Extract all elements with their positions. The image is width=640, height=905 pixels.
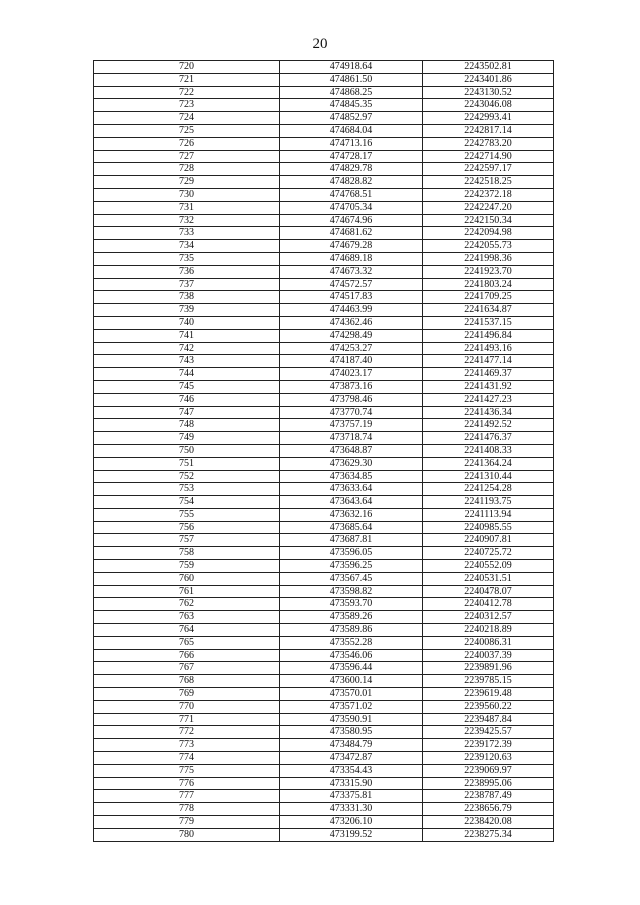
y-coordinate-cell: 2241634.87 [423, 304, 554, 317]
x-coordinate-cell: 473643.64 [280, 496, 423, 509]
point-number-cell: 760 [94, 572, 280, 585]
x-coordinate-cell: 474713.16 [280, 137, 423, 150]
y-coordinate-cell: 2242150.34 [423, 214, 554, 227]
x-coordinate-cell: 474572.57 [280, 278, 423, 291]
x-coordinate-cell: 474362.46 [280, 316, 423, 329]
x-coordinate-cell: 474298.49 [280, 329, 423, 342]
point-number-cell: 753 [94, 483, 280, 496]
table-row [94, 560, 554, 573]
table-row [94, 419, 554, 432]
y-coordinate-cell: 2238656.79 [423, 803, 554, 816]
point-number-cell: 735 [94, 252, 280, 265]
y-coordinate-cell: 2241998.36 [423, 252, 554, 265]
table-row [94, 316, 554, 329]
y-coordinate-cell: 2241493.16 [423, 342, 554, 355]
point-number-cell: 780 [94, 828, 280, 841]
table-row [94, 265, 554, 278]
point-number-cell: 751 [94, 457, 280, 470]
table-row [94, 73, 554, 86]
table-row [94, 406, 554, 419]
point-number-cell: 725 [94, 124, 280, 137]
y-coordinate-cell: 2241408.33 [423, 444, 554, 457]
table-row [94, 624, 554, 637]
coordinates-table [93, 60, 554, 842]
table-row [94, 176, 554, 189]
x-coordinate-cell: 474253.27 [280, 342, 423, 355]
y-coordinate-cell: 2239891.96 [423, 662, 554, 675]
point-number-cell: 761 [94, 585, 280, 598]
point-number-cell: 733 [94, 227, 280, 240]
table-row [94, 368, 554, 381]
point-number-cell: 746 [94, 393, 280, 406]
point-number-cell: 778 [94, 803, 280, 816]
table-row [94, 99, 554, 112]
x-coordinate-cell: 473687.81 [280, 534, 423, 547]
y-coordinate-cell: 2243401.86 [423, 73, 554, 86]
table-row [94, 547, 554, 560]
table-row [94, 214, 554, 227]
table-row [94, 713, 554, 726]
table-row [94, 790, 554, 803]
table-row [94, 675, 554, 688]
x-coordinate-cell: 474684.04 [280, 124, 423, 137]
y-coordinate-cell: 2240086.31 [423, 636, 554, 649]
x-coordinate-cell: 473685.64 [280, 521, 423, 534]
x-coordinate-cell: 473589.26 [280, 611, 423, 624]
y-coordinate-cell: 2241254.28 [423, 483, 554, 496]
point-number-cell: 736 [94, 265, 280, 278]
y-coordinate-cell: 2241476.37 [423, 432, 554, 445]
x-coordinate-cell: 474517.83 [280, 291, 423, 304]
table-row [94, 739, 554, 752]
y-coordinate-cell: 2241496.84 [423, 329, 554, 342]
table-row [94, 649, 554, 662]
point-number-cell: 744 [94, 368, 280, 381]
y-coordinate-cell: 2243046.08 [423, 99, 554, 112]
x-coordinate-cell: 473598.82 [280, 585, 423, 598]
point-number-cell: 730 [94, 188, 280, 201]
y-coordinate-cell: 2241436.34 [423, 406, 554, 419]
point-number-cell: 779 [94, 816, 280, 829]
table-row [94, 393, 554, 406]
table-row [94, 86, 554, 99]
table-row [94, 828, 554, 841]
point-number-cell: 758 [94, 547, 280, 560]
y-coordinate-cell: 2238995.06 [423, 777, 554, 790]
y-coordinate-cell: 2241364.24 [423, 457, 554, 470]
x-coordinate-cell: 473484.79 [280, 739, 423, 752]
x-coordinate-cell: 473571.02 [280, 700, 423, 713]
point-number-cell: 729 [94, 176, 280, 189]
point-number-cell: 745 [94, 380, 280, 393]
x-coordinate-cell: 473648.87 [280, 444, 423, 457]
x-coordinate-cell: 474681.62 [280, 227, 423, 240]
point-number-cell: 777 [94, 790, 280, 803]
x-coordinate-cell: 473873.16 [280, 380, 423, 393]
table-row [94, 112, 554, 125]
point-number-cell: 731 [94, 201, 280, 214]
y-coordinate-cell: 2241923.70 [423, 265, 554, 278]
y-coordinate-cell: 2241193.75 [423, 496, 554, 509]
point-number-cell: 747 [94, 406, 280, 419]
point-number-cell: 766 [94, 649, 280, 662]
x-coordinate-cell: 473331.30 [280, 803, 423, 816]
y-coordinate-cell: 2242993.41 [423, 112, 554, 125]
x-coordinate-cell: 474674.96 [280, 214, 423, 227]
table-row [94, 329, 554, 342]
x-coordinate-cell: 473375.81 [280, 790, 423, 803]
y-coordinate-cell: 2241537.15 [423, 316, 554, 329]
point-number-cell: 765 [94, 636, 280, 649]
x-coordinate-cell: 473600.14 [280, 675, 423, 688]
point-number-cell: 726 [94, 137, 280, 150]
x-coordinate-cell: 474852.97 [280, 112, 423, 125]
table-row [94, 496, 554, 509]
x-coordinate-cell: 473206.10 [280, 816, 423, 829]
table-row [94, 521, 554, 534]
x-coordinate-cell: 473315.90 [280, 777, 423, 790]
table-row [94, 585, 554, 598]
x-coordinate-cell: 473593.70 [280, 598, 423, 611]
table-row [94, 752, 554, 765]
point-number-cell: 762 [94, 598, 280, 611]
table-row [94, 700, 554, 713]
y-coordinate-cell: 2240725.72 [423, 547, 554, 560]
table-row [94, 444, 554, 457]
point-number-cell: 734 [94, 240, 280, 253]
table-row [94, 816, 554, 829]
y-coordinate-cell: 2239425.57 [423, 726, 554, 739]
table-row [94, 688, 554, 701]
y-coordinate-cell: 2241113.94 [423, 508, 554, 521]
y-coordinate-cell: 2243130.52 [423, 86, 554, 99]
x-coordinate-cell: 474673.32 [280, 265, 423, 278]
table-row [94, 636, 554, 649]
x-coordinate-cell: 473589.86 [280, 624, 423, 637]
point-number-cell: 775 [94, 764, 280, 777]
point-number-cell: 752 [94, 470, 280, 483]
x-coordinate-cell: 474679.28 [280, 240, 423, 253]
x-coordinate-cell: 473580.95 [280, 726, 423, 739]
y-coordinate-cell: 2242518.25 [423, 176, 554, 189]
table-row [94, 61, 554, 74]
point-number-cell: 771 [94, 713, 280, 726]
x-coordinate-cell: 473590.91 [280, 713, 423, 726]
x-coordinate-cell: 474845.35 [280, 99, 423, 112]
y-coordinate-cell: 2242817.14 [423, 124, 554, 137]
table-row [94, 572, 554, 585]
point-number-cell: 728 [94, 163, 280, 176]
y-coordinate-cell: 2243502.81 [423, 61, 554, 74]
x-coordinate-cell: 473596.05 [280, 547, 423, 560]
y-coordinate-cell: 2239785.15 [423, 675, 554, 688]
y-coordinate-cell: 2239120.63 [423, 752, 554, 765]
x-coordinate-cell: 473354.43 [280, 764, 423, 777]
point-number-cell: 757 [94, 534, 280, 547]
y-coordinate-cell: 2240907.81 [423, 534, 554, 547]
point-number-cell: 774 [94, 752, 280, 765]
y-coordinate-cell: 2240531.51 [423, 572, 554, 585]
table-row [94, 278, 554, 291]
y-coordinate-cell: 2240985.55 [423, 521, 554, 534]
x-coordinate-cell: 473546.06 [280, 649, 423, 662]
point-number-cell: 763 [94, 611, 280, 624]
point-number-cell: 741 [94, 329, 280, 342]
table-row [94, 470, 554, 483]
table-row [94, 291, 554, 304]
table-row [94, 598, 554, 611]
y-coordinate-cell: 2241709.25 [423, 291, 554, 304]
table-row [94, 304, 554, 317]
x-coordinate-cell: 474689.18 [280, 252, 423, 265]
y-coordinate-cell: 2239619.48 [423, 688, 554, 701]
table-row [94, 124, 554, 137]
table-row [94, 611, 554, 624]
table-row [94, 201, 554, 214]
y-coordinate-cell: 2242094.98 [423, 227, 554, 240]
x-coordinate-cell: 473629.30 [280, 457, 423, 470]
point-number-cell: 776 [94, 777, 280, 790]
table-row [94, 240, 554, 253]
y-coordinate-cell: 2240412.78 [423, 598, 554, 611]
point-number-cell: 722 [94, 86, 280, 99]
x-coordinate-cell: 473596.25 [280, 560, 423, 573]
x-coordinate-cell: 474463.99 [280, 304, 423, 317]
point-number-cell: 770 [94, 700, 280, 713]
table-row [94, 508, 554, 521]
point-number-cell: 720 [94, 61, 280, 74]
y-coordinate-cell: 2240478.07 [423, 585, 554, 598]
x-coordinate-cell: 473757.19 [280, 419, 423, 432]
point-number-cell: 772 [94, 726, 280, 739]
table-row [94, 726, 554, 739]
point-number-cell: 764 [94, 624, 280, 637]
x-coordinate-cell: 474728.17 [280, 150, 423, 163]
point-number-cell: 749 [94, 432, 280, 445]
y-coordinate-cell: 2241477.14 [423, 355, 554, 368]
x-coordinate-cell: 473567.45 [280, 572, 423, 585]
y-coordinate-cell: 2242597.17 [423, 163, 554, 176]
point-number-cell: 754 [94, 496, 280, 509]
y-coordinate-cell: 2240218.89 [423, 624, 554, 637]
x-coordinate-cell: 474868.25 [280, 86, 423, 99]
y-coordinate-cell: 2240552.09 [423, 560, 554, 573]
point-number-cell: 738 [94, 291, 280, 304]
x-coordinate-cell: 473199.52 [280, 828, 423, 841]
x-coordinate-cell: 474023.17 [280, 368, 423, 381]
x-coordinate-cell: 473798.46 [280, 393, 423, 406]
x-coordinate-cell: 474829.78 [280, 163, 423, 176]
point-number-cell: 773 [94, 739, 280, 752]
table-row [94, 355, 554, 368]
x-coordinate-cell: 474705.34 [280, 201, 423, 214]
point-number-cell: 721 [94, 73, 280, 86]
table-row [94, 457, 554, 470]
point-number-cell: 768 [94, 675, 280, 688]
y-coordinate-cell: 2240037.39 [423, 649, 554, 662]
y-coordinate-cell: 2241310.44 [423, 470, 554, 483]
table-row [94, 380, 554, 393]
y-coordinate-cell: 2242714.90 [423, 150, 554, 163]
table-row [94, 483, 554, 496]
table-row [94, 534, 554, 547]
y-coordinate-cell: 2241431.92 [423, 380, 554, 393]
point-number-cell: 767 [94, 662, 280, 675]
point-number-cell: 723 [94, 99, 280, 112]
point-number-cell: 743 [94, 355, 280, 368]
point-number-cell: 755 [94, 508, 280, 521]
x-coordinate-cell: 473472.87 [280, 752, 423, 765]
y-coordinate-cell: 2239560.22 [423, 700, 554, 713]
table-row [94, 188, 554, 201]
x-coordinate-cell: 473632.16 [280, 508, 423, 521]
point-number-cell: 748 [94, 419, 280, 432]
point-number-cell: 737 [94, 278, 280, 291]
x-coordinate-cell: 473596.44 [280, 662, 423, 675]
table-row [94, 432, 554, 445]
point-number-cell: 732 [94, 214, 280, 227]
point-number-cell: 724 [94, 112, 280, 125]
point-number-cell: 759 [94, 560, 280, 573]
y-coordinate-cell: 2242247.20 [423, 201, 554, 214]
y-coordinate-cell: 2238275.34 [423, 828, 554, 841]
y-coordinate-cell: 2238787.49 [423, 790, 554, 803]
y-coordinate-cell: 2240312.57 [423, 611, 554, 624]
x-coordinate-cell: 474187.40 [280, 355, 423, 368]
y-coordinate-cell: 2241803.24 [423, 278, 554, 291]
y-coordinate-cell: 2242783.20 [423, 137, 554, 150]
y-coordinate-cell: 2241427.23 [423, 393, 554, 406]
table-row [94, 662, 554, 675]
x-coordinate-cell: 473718.74 [280, 432, 423, 445]
x-coordinate-cell: 474828.82 [280, 176, 423, 189]
x-coordinate-cell: 473570.01 [280, 688, 423, 701]
y-coordinate-cell: 2239069.97 [423, 764, 554, 777]
x-coordinate-cell: 474918.64 [280, 61, 423, 74]
x-coordinate-cell: 474768.51 [280, 188, 423, 201]
point-number-cell: 769 [94, 688, 280, 701]
point-number-cell: 750 [94, 444, 280, 457]
y-coordinate-cell: 2242055.73 [423, 240, 554, 253]
table-row [94, 227, 554, 240]
table-row [94, 764, 554, 777]
x-coordinate-cell: 474861.50 [280, 73, 423, 86]
table-row [94, 777, 554, 790]
point-number-cell: 739 [94, 304, 280, 317]
point-number-cell: 740 [94, 316, 280, 329]
page-number: 20 [312, 36, 328, 52]
x-coordinate-cell: 473634.85 [280, 470, 423, 483]
table-row [94, 252, 554, 265]
y-coordinate-cell: 2242372.18 [423, 188, 554, 201]
y-coordinate-cell: 2239172.39 [423, 739, 554, 752]
x-coordinate-cell: 473633.64 [280, 483, 423, 496]
y-coordinate-cell: 2241492.52 [423, 419, 554, 432]
point-number-cell: 756 [94, 521, 280, 534]
x-coordinate-cell: 473552.28 [280, 636, 423, 649]
table-row [94, 137, 554, 150]
y-coordinate-cell: 2241469.37 [423, 368, 554, 381]
table-row [94, 342, 554, 355]
x-coordinate-cell: 473770.74 [280, 406, 423, 419]
y-coordinate-cell: 2238420.08 [423, 816, 554, 829]
table-row [94, 163, 554, 176]
point-number-cell: 742 [94, 342, 280, 355]
table-row [94, 803, 554, 816]
table-row [94, 150, 554, 163]
point-number-cell: 727 [94, 150, 280, 163]
y-coordinate-cell: 2239487.84 [423, 713, 554, 726]
coordinates-table-body [94, 61, 554, 842]
